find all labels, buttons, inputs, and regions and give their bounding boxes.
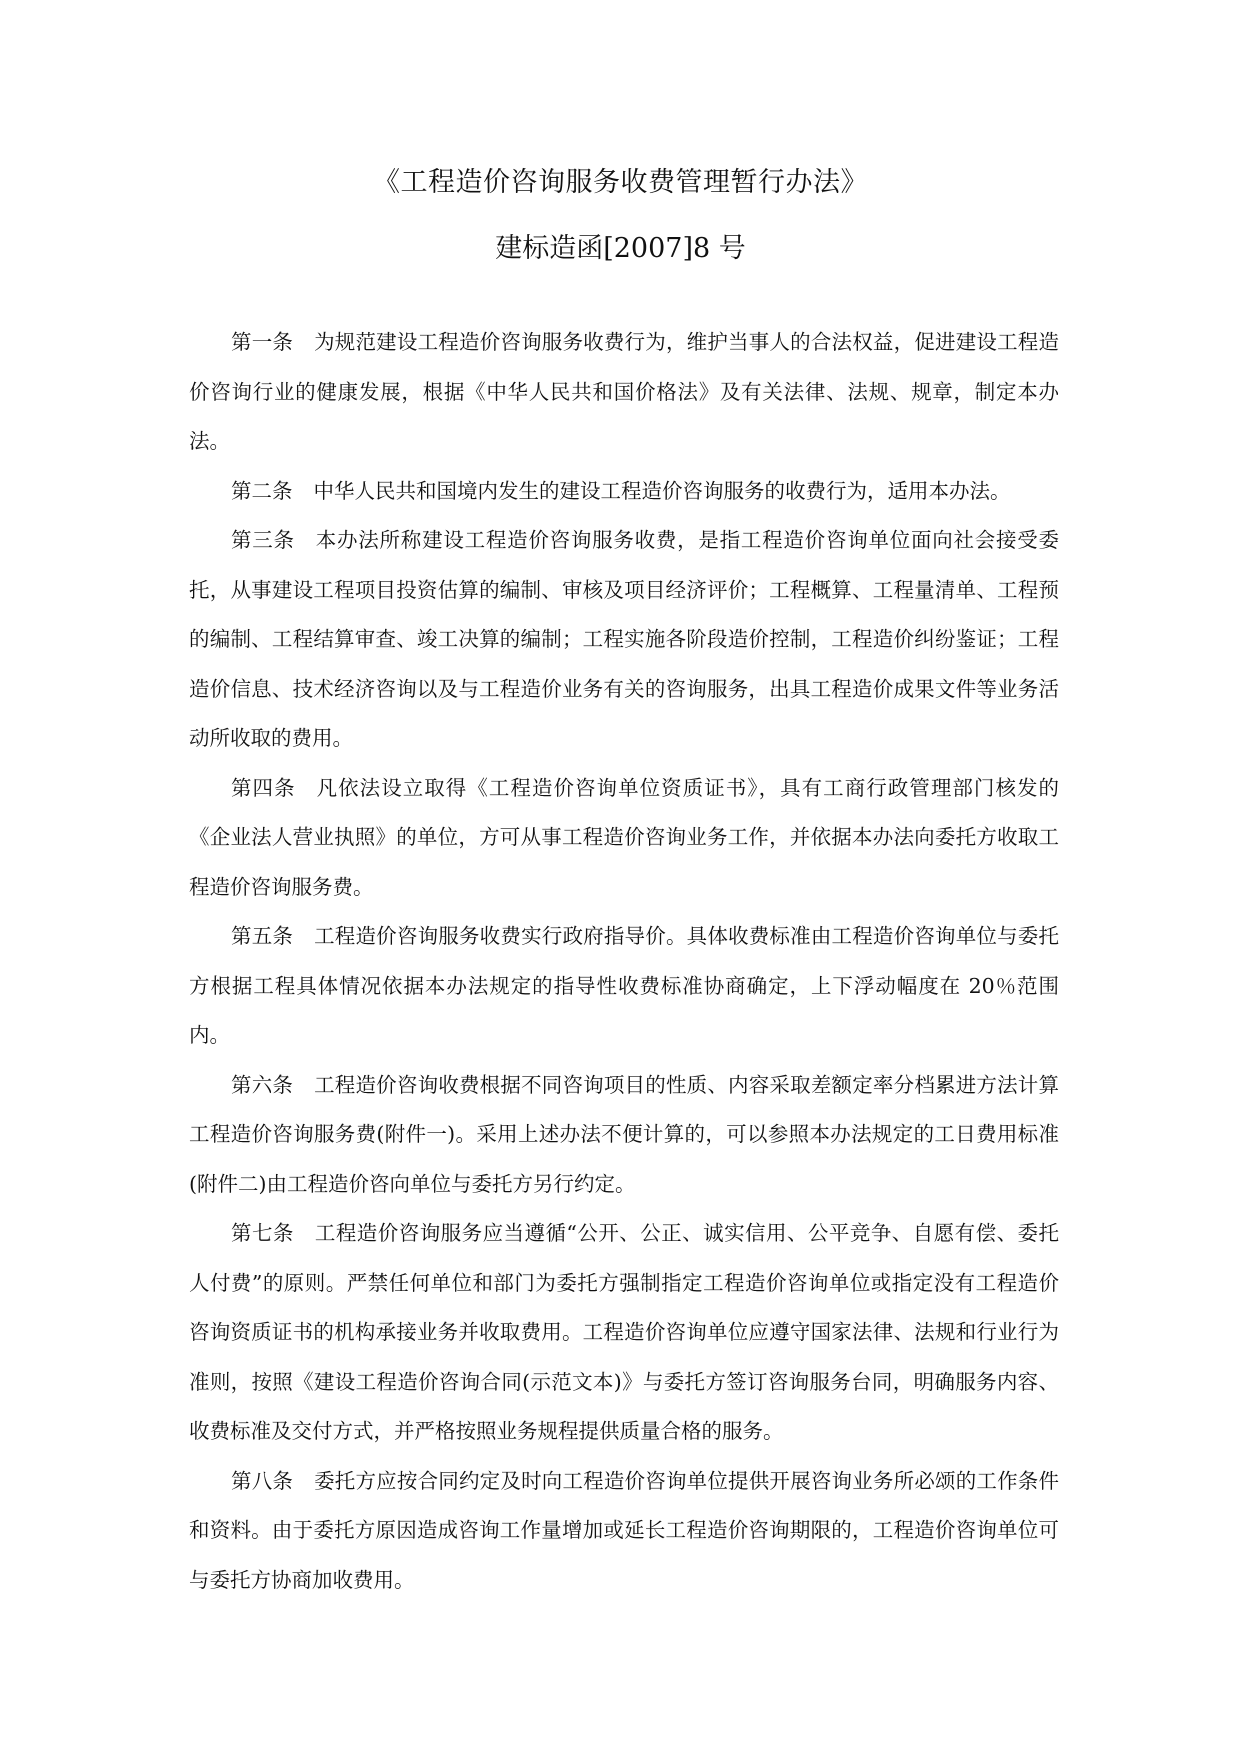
article-label: 第五条: [231, 924, 294, 948]
article-6: [189, 1061, 1059, 1210]
article-5: [189, 912, 1059, 1061]
article-2: [189, 467, 1059, 517]
article-label: 第四条: [231, 775, 296, 800]
article-8: [189, 1457, 1059, 1606]
article-text: 凡依法设立取得《工程造价咨询单位资质证书》，具有工商行政管理部门核发的《企业法人营业执照》的单位，方可从事工程造价咨询业务工作，并依据本办法向委托方收取工程造价咨询服务费。: [189, 775, 1060, 899]
article-label: 第二条: [231, 478, 293, 503]
document-title: 《工程造价咨询服务收费管理暂行办法》: [373, 167, 868, 198]
article-text: 工程造价咨询服务收费实行政府指导价。具体收费标准由工程造价咨询单位与委托方根据工程具体情况依据本办法规定的指导性收费标准协商确定，上下浮动幅度在 20％范围内。: [189, 924, 1059, 1047]
article-label: 第八条: [231, 1468, 294, 1493]
article-4: [189, 764, 1059, 913]
article-label: 第七条: [231, 1221, 294, 1245]
article-3: [189, 516, 1059, 764]
article-text: 本办法所称建设工程造价咨询服务收费，是指工程造价咨询单位面向社会接受委托，从事建设工程项目投资估算的编制、审核及项目经济评价；工程概算、工程量清单、工程预的编制、工程结算审查、竣工决算的编制；工程实施各阶段造价控制，工程造价纠纷鉴证；工程造价信息、技术经济咨询以及与工程造价业务有关的咨询服务，出具工程造价成果文件等业务活动所收取的费用。: [189, 528, 1060, 750]
document-number: 建标造函[2007]8 号: [495, 233, 746, 264]
article-text: 工程造价咨询收费根据不同咨询项目的性质、内容采取差额定率分档累进方法计算工程造价咨询服务费(附件一)。采用上述办法不便计算的，可以参照本办法规定的工日费用标准(附件二)由工程造价咨向单位与委托方另行约定。: [189, 1072, 1059, 1196]
article-label: 第三条: [231, 528, 295, 552]
article-7: [189, 1209, 1059, 1457]
article-1: [189, 318, 1059, 467]
article-text: 委托方应按合同约定及时向工程造价咨询单位提供开展咨询业务所必颂的工作条件和资料。由于委托方原因造成咨询工作量增加或延长工程造价咨询期限的，工程造价咨询单位可与委托方协商加收费用。: [189, 1468, 1059, 1592]
document-body: [189, 318, 1059, 1605]
article-label: 第六条: [231, 1072, 294, 1097]
article-label: 第一条: [231, 330, 294, 354]
article-text: 工程造价咨询服务应当遵循“公开、公正、诚实信用、公平竞争、自愿有偿、委托人付费”的原则。严禁任何单位和部门为委托方强制指定工程造价咨询单位或指定没有工程造价咨询资质证书的机构承接业务并收取费用。工程造价咨询单位应遵守国家法律、法规和行业行为准则，按照《建设工程造价咨询合同(示范文本)》与委托方签订咨询服务台同，明确服务内容、收费标准及交付方式，并严格按照业务规程提供质量合格的服务。: [189, 1221, 1060, 1443]
article-text: 为规范建设工程造价咨询服务收费行为，维护当事人的合法权益，促进建设工程造价咨询行业的健康发展，根据《中华人民共和国价格法》及有关法律、法规、规章，制定本办法。: [189, 330, 1059, 453]
article-text: 中华人民共和国境内发生的建设工程造价咨询服务的收费行为，适用本办法。: [313, 478, 1011, 503]
